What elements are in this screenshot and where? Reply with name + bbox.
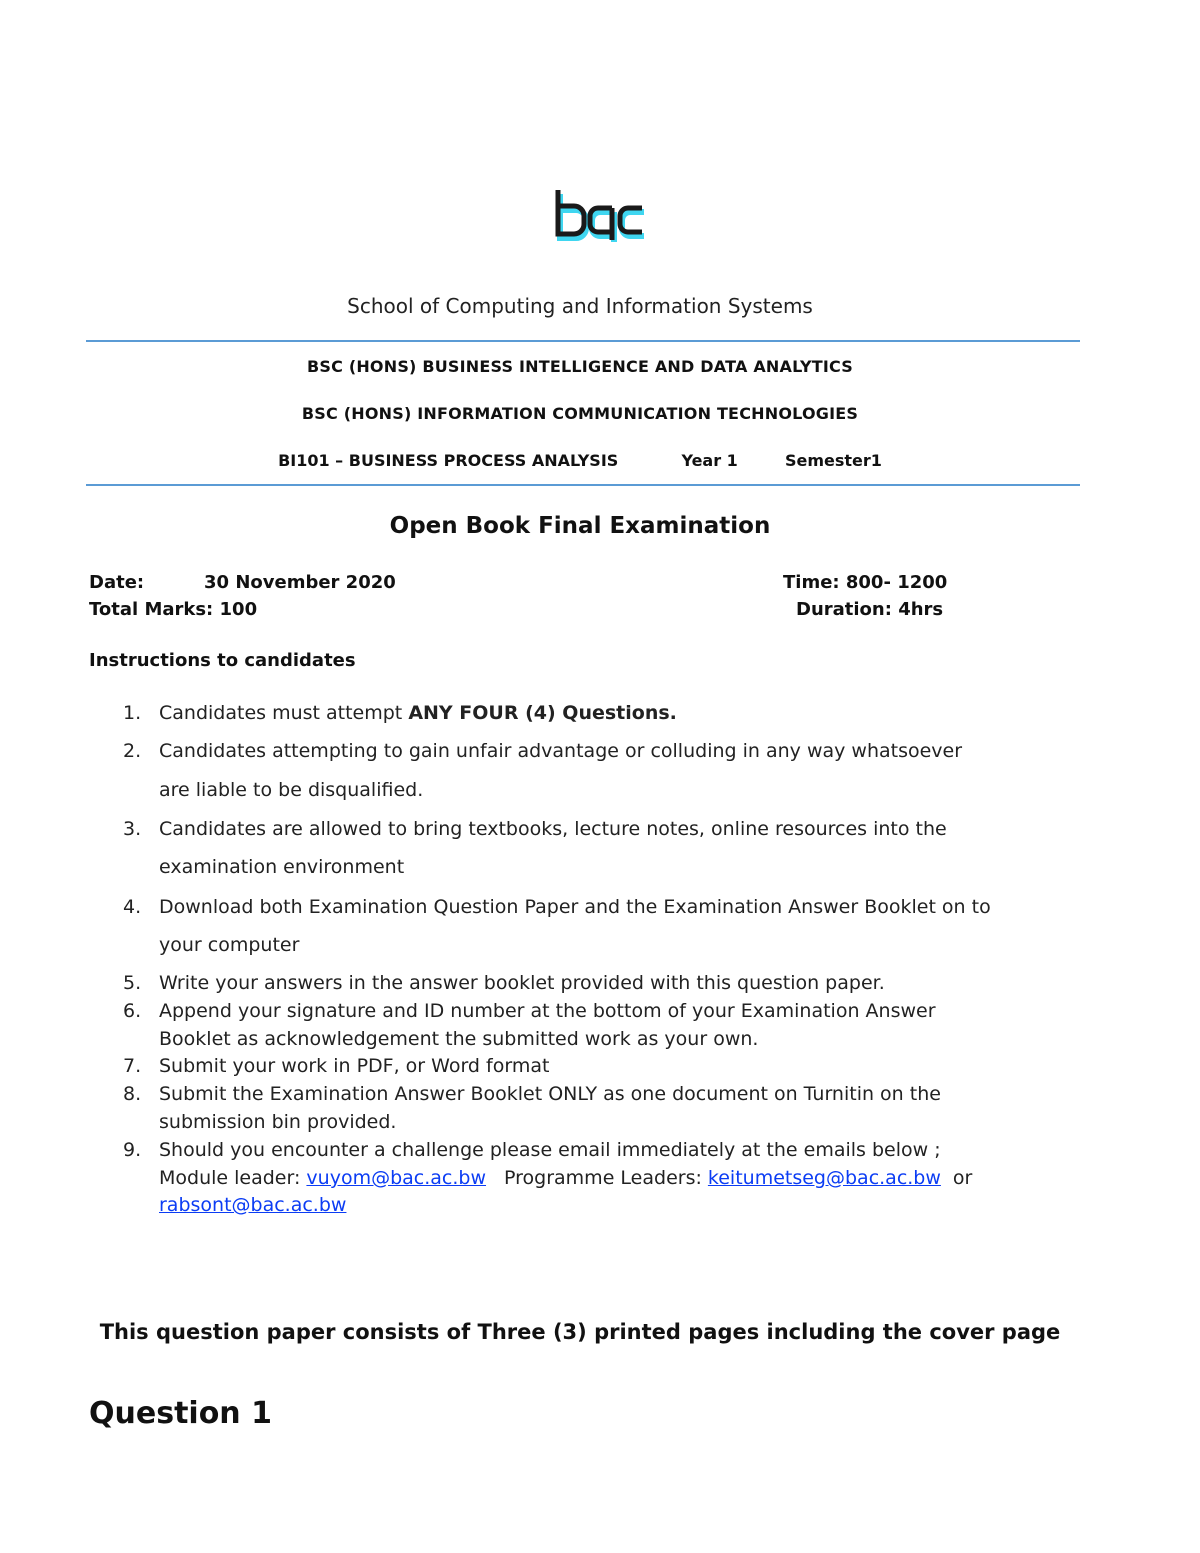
date-value: 30 November 2020 [204, 572, 396, 593]
module-line [0, 451, 1160, 470]
instructions-heading: Instructions to candidates [89, 650, 356, 671]
bac-logo-mark [552, 186, 648, 242]
exam-title: Open Book Final Examination [389, 513, 771, 539]
programme-leader-email-link-1[interactable]: keitumetseg@bac.ac.bw [707, 1167, 941, 1189]
exam-duration: Duration: 4hrs [796, 599, 944, 620]
module-year: Year 1 [681, 451, 738, 470]
date-label: Date: [89, 572, 145, 593]
programme-1: BSC (HONS) BUSINESS INTELLIGENCE AND DATA ANALYTICS [307, 357, 853, 376]
module-semester: Semester1 [784, 451, 882, 470]
module-leader-email-link[interactable]: vuyom@bac.ac.bw [306, 1167, 487, 1189]
header-bottom-rule [86, 484, 1080, 486]
exam-time: Time: 800- 1200 [783, 572, 948, 593]
school-name: School of Computing and Information Systems [347, 294, 813, 318]
question-1-heading: Question 1 [89, 1396, 272, 1431]
header-top-rule [86, 340, 1080, 342]
pages-note: This question paper consists of Three (3) printed pages including the cover page [99, 1320, 1061, 1344]
total-marks: Total Marks: 100 [89, 599, 258, 620]
programme-leader-email-link-2[interactable]: rabsont@bac.ac.bw [159, 1194, 347, 1216]
bac-logo [0, 186, 1200, 246]
module-code-title: BI101 – BUSINESS PROCESS ANALYSIS [278, 451, 619, 470]
programme-2: BSC (HONS) INFORMATION COMMUNICATION TECHNOLOGIES [301, 404, 859, 423]
